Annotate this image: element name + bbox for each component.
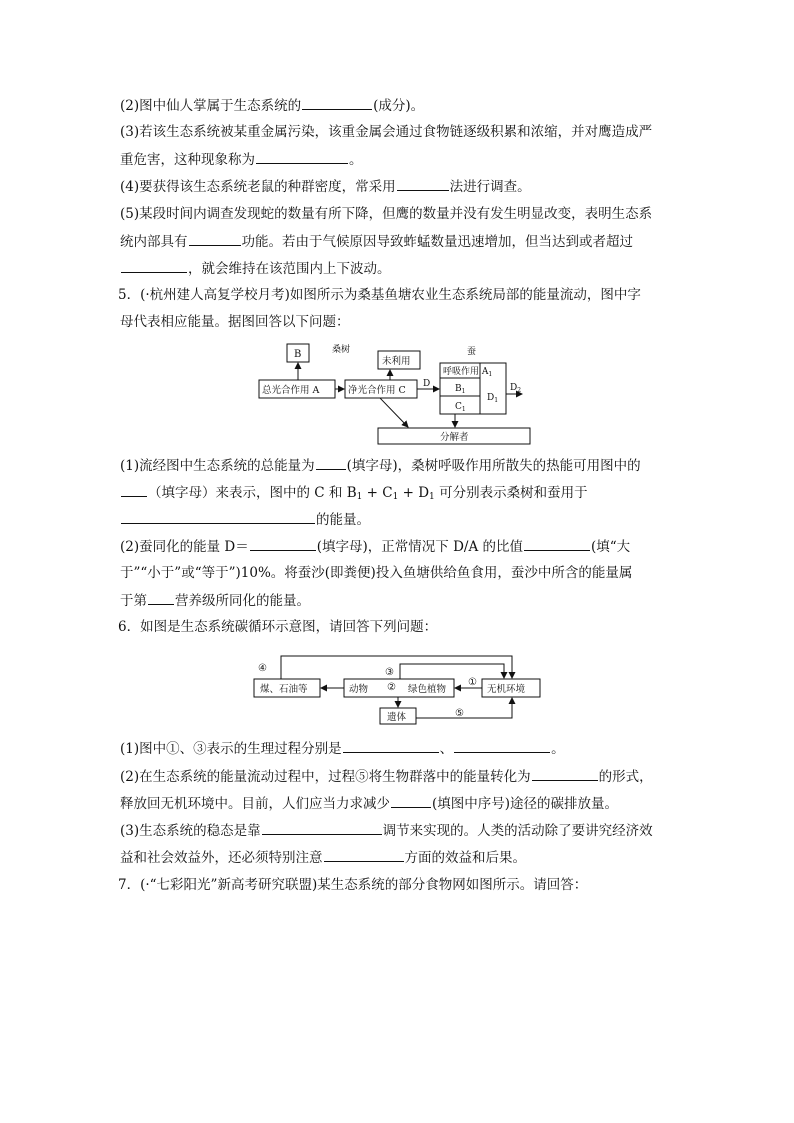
label-n1: ① [468,677,477,688]
q5-p1-line2: （填字母）来表示，图中的 C 和 $B_1 + C_1 + D_1$ 可分别表示桑树和蚕用于 [120,482,588,507]
label-b1: $B_1$ [455,384,466,395]
q4-part5-line1: (5)某段时间内调查发现蛇的数量有所下降，但鹰的数量并没有发生明显改变，表明生态系 [120,206,653,222]
answer-blank [121,258,187,273]
answer-blank [391,793,431,808]
q5-p2-line2: 于”“小于”或“等于”)10%。将蚕沙(即粪便)投入鱼塘供给鱼食用，蚕沙中所含的能量属 [120,565,633,581]
answer-blank [343,738,439,753]
q5-p1-line1: (1)流经图中生态系统的总能量为 (填字母)，桑树呼吸作用所散失的热能可用图中的 [120,455,641,476]
label-d1: $D_1$ [487,393,499,404]
q4-part2: (2)图中仙人掌属于生态系统的 (成分)。 [120,95,424,116]
label-n2: ② [387,682,396,693]
label-respiration: 呼吸作用 $A_1$ [443,367,493,378]
answer-blank [454,738,550,753]
q6-p1: (1)图中①、③表示的生理过程分别是 、 。 [120,738,565,759]
q6-intro: 6．如图是生态系统碳循环示意图，请回答下列问题： [118,619,438,635]
energy-flow-diagram [250,338,540,450]
label-decomposer: 分解者 [440,432,469,443]
answer-blank [256,149,348,164]
label-coal: 煤、石油等 [260,684,308,695]
label-remains: 遗体 [387,712,407,723]
q7-intro: 7．(·“七彩阳光”新高考研究联盟)某生态系统的部分食物网如图所示。请回答： [118,877,588,893]
answer-blank [262,820,382,835]
label-plant: 绿色植物 [408,684,447,695]
q5-intro-line2: 母代表相应能量。据图回答以下问题： [120,314,350,330]
label-n4: ④ [258,663,267,674]
answer-blank [524,536,590,551]
answer-blank [250,536,316,551]
q6-p3-line1: (3)生态系统的稳态是靠 调节来实现的。人类的活动除了要讲究经济效 [120,820,653,841]
label-total: 总光合作用 A [262,385,320,396]
label-silkworm: 蚕 [467,347,477,357]
label-unused: 未利用 [382,356,411,367]
answer-blank [397,176,449,191]
q6-p3-line2: 益和社会效益外，还必须特别注意 方面的效益和后果。 [120,847,526,868]
answer-blank [189,231,241,246]
q4-part5-line3: ，就会维持在该范围内上下波动。 [120,258,391,279]
label-b: B [294,349,302,360]
q5-intro-line1: 5．(·杭州建人高复学校月考)如图所示为桑基鱼塘农业生态系统局部的能量流动，图中字 [118,287,641,303]
q4-part3-line2: 重危害，这种现象称为 。 [120,149,363,170]
q5-p1-line3: 的能量。 [120,509,370,530]
label-d: D [423,379,431,389]
answer-blank [316,455,346,470]
q4-part4: (4)要获得该生态系统老鼠的种群密度，常采用 法进行调查。 [120,176,531,197]
q4-part5-line2: 统内部具有 功能。若由于气候原因导致蚱蜢数量迅速增加，但当达到或者超过 [120,231,633,252]
label-net: 净光合作用 C [348,385,406,396]
answer-blank [121,509,315,524]
q4-part3-line1: (3)若该生态系统被某重金属污染，该重金属会通过食物链逐级积累和浓缩，并对鹰造成严 [120,124,653,140]
label-c1: $C_1$ [455,402,466,413]
answer-blank [302,95,372,110]
label-animal: 动物 [349,684,369,695]
answer-blank [148,590,174,605]
carbon-cycle-diagram [250,650,550,730]
q6-p2-line1: (2)在生态系统的能量流动过程中，过程⑤将生物群落中的能量转化为 的形式， [120,766,653,787]
q6-p2-line2: 释放回无机环境中。目前，人们应当力求减少 (填图中序号)途径的碳排放量。 [120,793,618,814]
label-env: 无机环境 [487,684,526,695]
label-n5: ⑤ [455,708,464,719]
q5-p2-line1: (2)蚕同化的能量 D＝ (填字母)，正常情况下 D/A 的比值 (填“大 [120,536,630,557]
answer-blank [121,482,147,497]
answer-blank [324,847,404,862]
answer-blank [532,766,598,781]
label-n3: ③ [385,667,394,678]
q5-p2-line3: 于第 营养级所同化的能量。 [120,590,310,611]
label-mulberry: 桑树 [332,345,351,355]
label-d2: $D_2$ [510,383,522,394]
